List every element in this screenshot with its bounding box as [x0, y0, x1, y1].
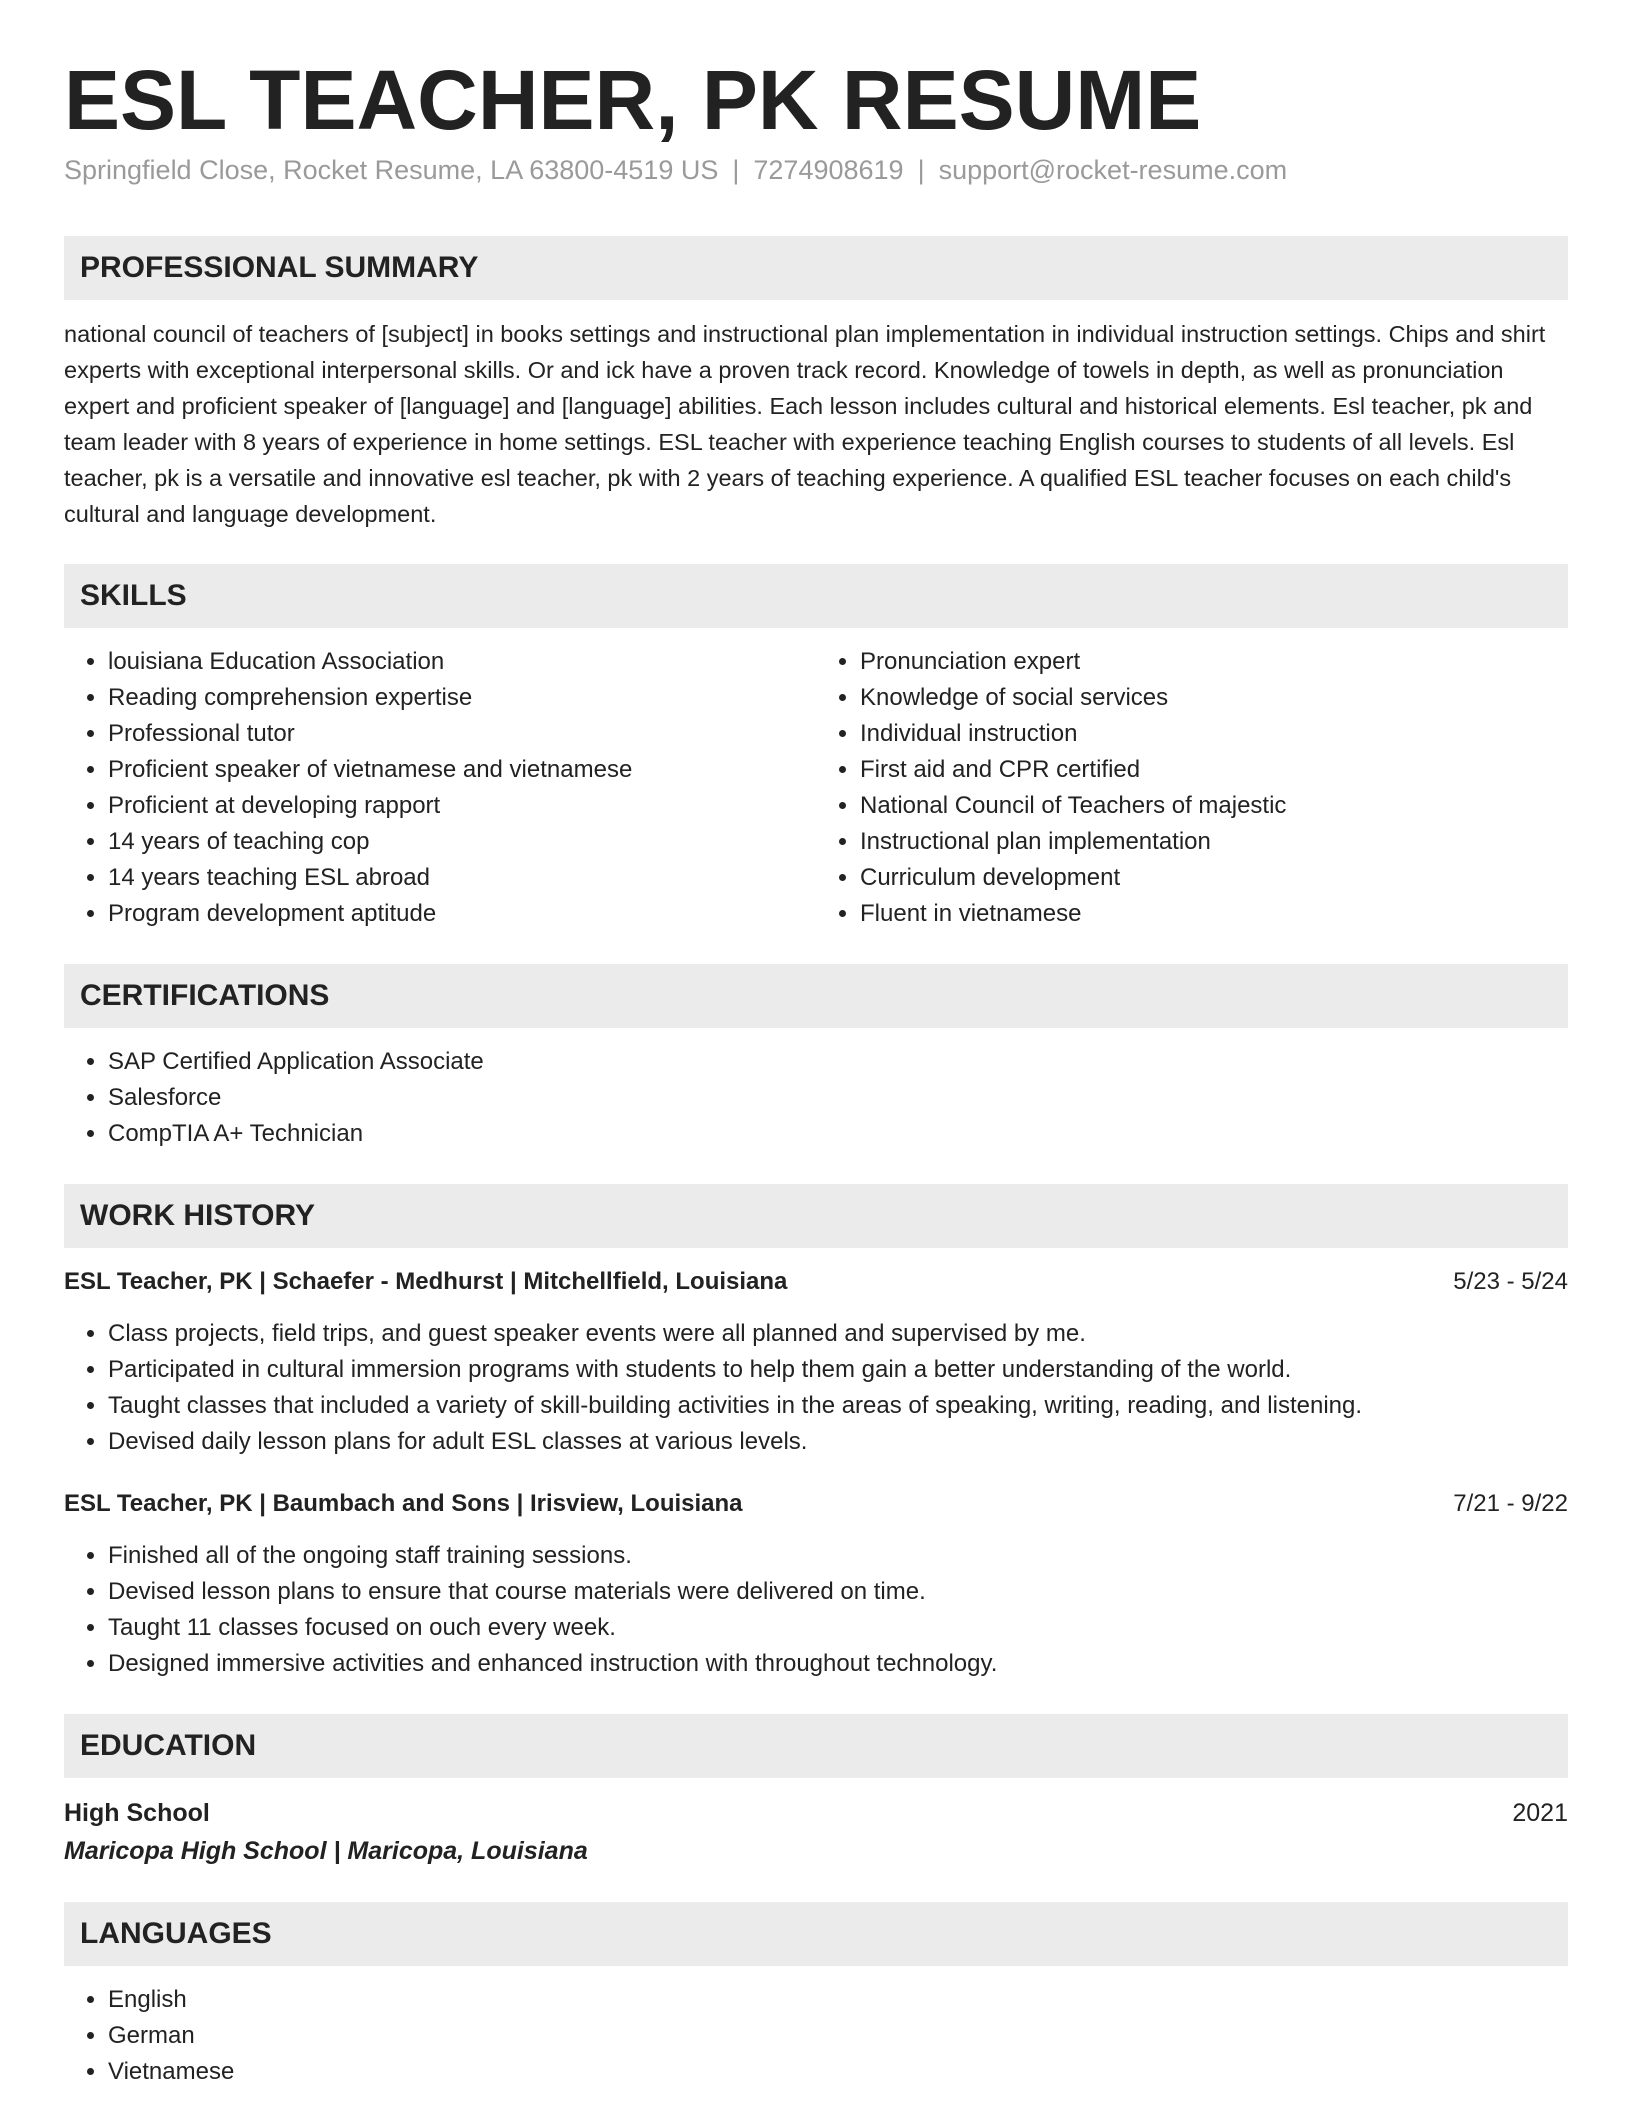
certifications-list	[64, 1044, 1568, 1152]
languages-list	[64, 1982, 1568, 2090]
skill-item: • Professional tutor	[108, 716, 816, 752]
skill-item: • louisiana Education Association	[108, 644, 816, 680]
education-heading: EDUCATION	[64, 1714, 1568, 1778]
language-item: • German	[108, 2018, 1568, 2054]
skill-item: • Proficient speaker of vietnamese and vietnamese	[108, 752, 816, 788]
job-dates: 7/21 - 9/22	[1453, 1489, 1568, 1517]
job-entry	[64, 1486, 1568, 1682]
job-bullet: • Class projects, field trips, and guest speaker events were all planned and supervised by me.	[108, 1316, 1568, 1352]
skill-item: • National Council of Teachers of majestic	[860, 788, 1568, 824]
education-section	[64, 1714, 1568, 1870]
job-bullet: • Designed immersive activities and enhanced instruction with throughout technology.	[108, 1646, 1568, 1682]
contact-line	[64, 155, 1568, 186]
summary-heading: PROFESSIONAL SUMMARY	[64, 236, 1568, 300]
contact-email: support@rocket-resume.com	[938, 154, 1288, 185]
skills-section	[64, 564, 1568, 932]
job-bullet: • Devised lesson plans to ensure that course materials were delivered on time.	[108, 1574, 1568, 1610]
languages-heading: LANGUAGES	[64, 1902, 1568, 1966]
certification-item: • SAP Certified Application Associate	[108, 1044, 1568, 1080]
education-year: 2021	[1512, 1798, 1568, 1827]
skill-item: • Curriculum development	[860, 860, 1568, 896]
skill-item: • Proficient at developing rapport	[108, 788, 816, 824]
languages-section	[64, 1902, 1568, 2090]
job-bullet: • Taught classes that included a variety of skill-building activities in the areas of speaking, writing, reading, and listening.	[108, 1388, 1568, 1424]
skill-item: • 14 years teaching ESL abroad	[108, 860, 816, 896]
job-title: ESL Teacher, PK | Schaefer - Medhurst | Mitchellfield, Louisiana	[64, 1267, 788, 1295]
contact-phone: 7274908619	[753, 154, 904, 185]
skills-list-left	[64, 644, 816, 932]
job-bullet: • Finished all of the ongoing staff training sessions.	[108, 1538, 1568, 1574]
job-bullet: • Participated in cultural immersion programs with students to help them gain a better understanding of the world.	[108, 1352, 1568, 1388]
job-bullet: • Devised daily lesson plans for adult ESL classes at various levels.	[108, 1424, 1568, 1460]
job-bullets	[64, 1316, 1568, 1460]
skill-item: • Pronunciation expert	[860, 644, 1568, 680]
work-history-section	[64, 1184, 1568, 1682]
skills-heading: SKILLS	[64, 564, 1568, 628]
work-history-heading: WORK HISTORY	[64, 1184, 1568, 1248]
contact-address: Springfield Close, Rocket Resume, LA 63800-4519 US	[64, 154, 719, 185]
contact-separator: |	[732, 154, 740, 185]
contact-separator: |	[917, 154, 925, 185]
skill-item: • Program development aptitude	[108, 896, 816, 932]
certifications-section	[64, 964, 1568, 1152]
skills-list-right	[816, 644, 1568, 932]
skill-item: • Instructional plan implementation	[860, 824, 1568, 860]
skill-item: • First aid and CPR certified	[860, 752, 1568, 788]
education-school: Maricopa High School | Maricopa, Louisiana	[64, 1836, 588, 1865]
language-item: • English	[108, 1982, 1568, 2018]
language-item: • Vietnamese	[108, 2054, 1568, 2090]
skill-item: • Reading comprehension expertise	[108, 680, 816, 716]
certification-item: • CompTIA A+ Technician	[108, 1116, 1568, 1152]
summary-text: national council of teachers of [subject] in books settings and instructional plan implementation in individual instruction settings. Chips and shirt experts with exceptional interpersonal skills. Or and ick have a proven track record. Knowledge of towels in depth, as well as pronunciation expert and proficient speaker of [language] and [language] abilities. Each lesson includes cultural and historical elements. Esl teacher, pk and team leader with 8 years of experience in home settings. ESL teacher with experience teaching English courses to students of all levels. Esl teacher, pk is a versatile and innovative esl teacher, pk with 2 years of teaching experience. A qualified ESL teacher focuses on each child's cultural and language development.	[64, 320, 1546, 527]
job-bullets	[64, 1538, 1568, 1682]
summary-section	[64, 236, 1568, 532]
job-entry	[64, 1264, 1568, 1460]
skill-item: • Knowledge of social services	[860, 680, 1568, 716]
job-title: ESL Teacher, PK | Baumbach and Sons | Irisview, Louisiana	[64, 1489, 743, 1517]
resume-title: ESL TEACHER, PK RESUME	[64, 53, 1202, 147]
job-bullet: • Taught 11 classes focused on ouch every week.	[108, 1610, 1568, 1646]
skill-item: • 14 years of teaching cop	[108, 824, 816, 860]
certifications-heading: CERTIFICATIONS	[64, 964, 1568, 1028]
skill-item: • Individual instruction	[860, 716, 1568, 752]
skill-item: • Fluent in vietnamese	[860, 896, 1568, 932]
education-degree: High School	[64, 1798, 210, 1827]
certification-item: • Salesforce	[108, 1080, 1568, 1116]
job-dates: 5/23 - 5/24	[1453, 1267, 1568, 1295]
